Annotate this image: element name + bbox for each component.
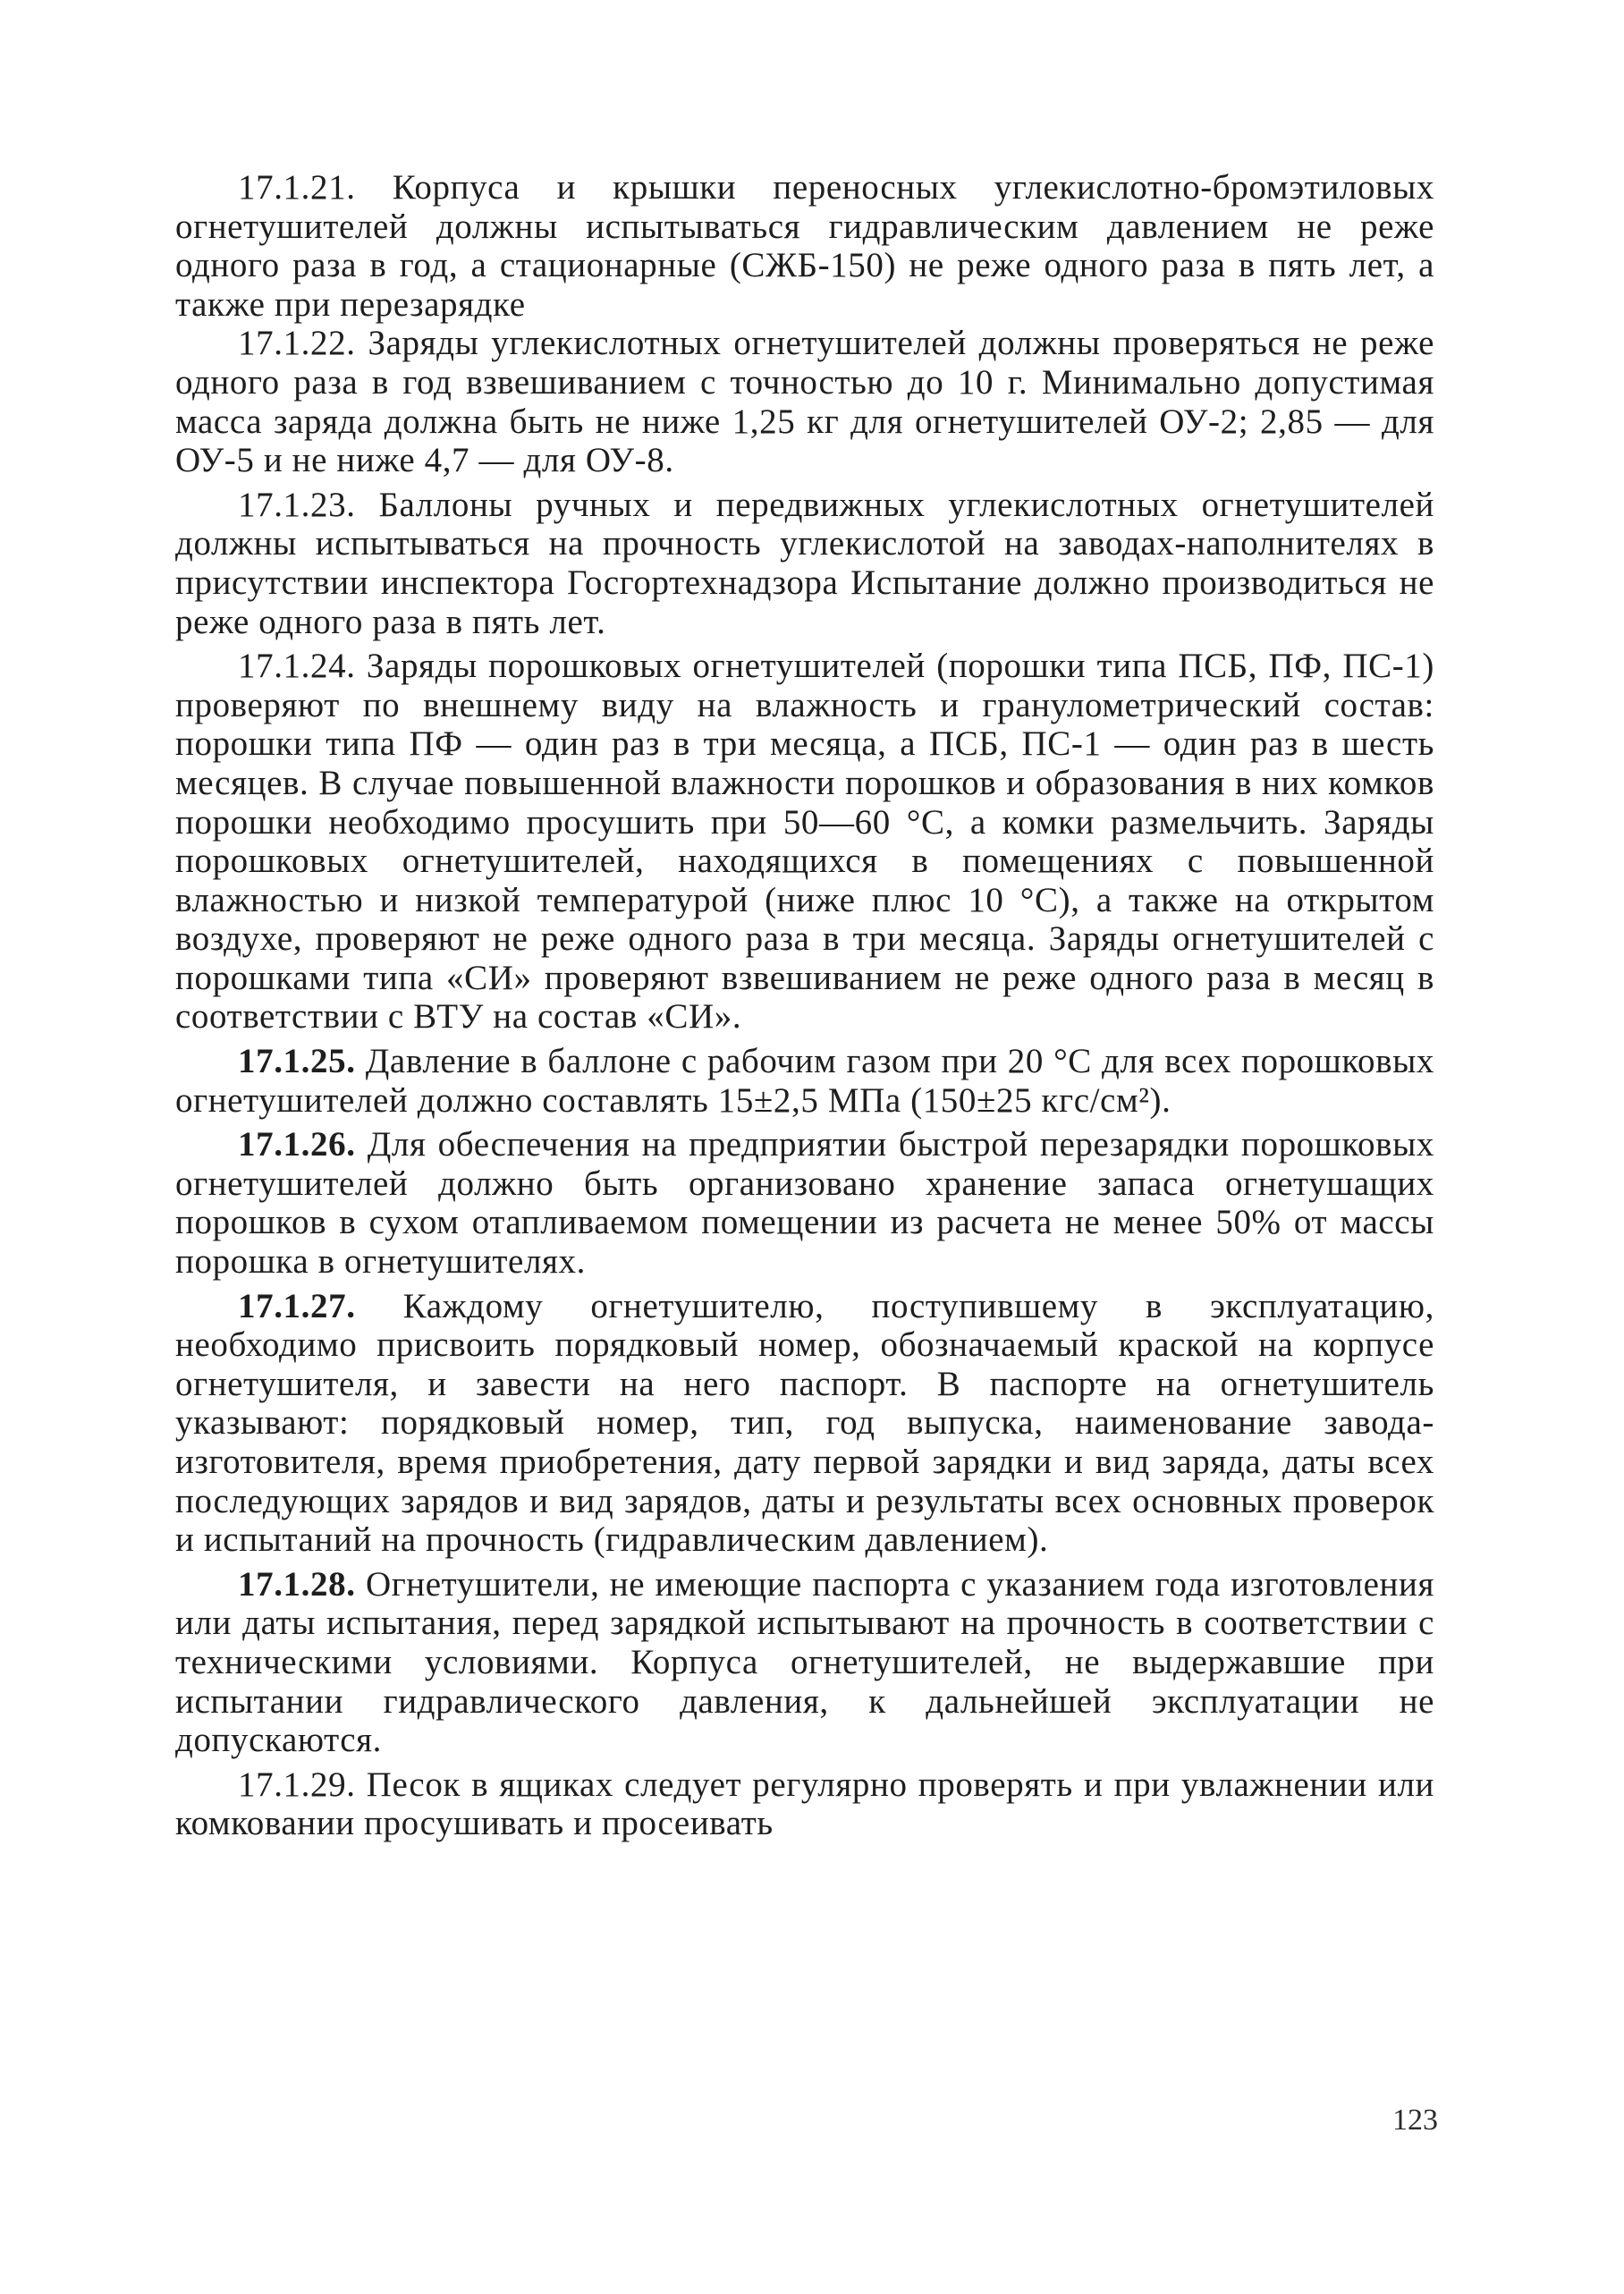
paragraph-17-1-26 [175,1125,1434,1281]
paragraph-17-1-22 [175,324,1434,479]
clause-text: Для обеспечения на предприятии быстрой перезарядки порошковых огнетушителей должно быть организовано хранение запаса огнетушащих порошков в сухом отапливаемом помещении из расчета не менее 50% от массы порошка в огнетушителях. [175,1125,1434,1282]
clause-number: 17.1.28. [238,1564,356,1604]
clause-text: Баллоны ручных и передвижных углекислотных огнетушителей должны испытываться на прочность углекислотой на заводах-наполнителях в присутствии инспектора Госгортехнадзора Испытание должно производиться не реже одного раза в пять лет. [175,485,1434,641]
paragraph-17-1-28 [175,1565,1434,1760]
clause-text: Песок в ящиках следует регулярно проверять и при увлажнении или комковании просушивать и просеивать [175,1765,1434,1843]
clause-text: Заряды углекислотных огнетушителей должны проверяться не реже одного раза в год взвешиванием с точностью до 10 г. Минимально допустимая масса заряда должна быть не ниже 1,25 кг для огнетушителей ОУ-2; 2,85 — для ОУ-5 и не ниже 4,7 — для ОУ-8. [175,324,1434,480]
body-text [175,168,1434,1843]
clause-number: 17.1.22. [238,324,356,363]
paragraph-17-1-24 [175,647,1434,1037]
clause-text: Огнетушители, не имеющие паспорта с указанием года изготовления или даты испытания, перед зарядкой испытывают на прочность в соответствии с техническими условиями. Корпуса огнетушителей, не выдержавшие при испытании гидравлического давления, к дальнейшей эксплуатации не допускаются. [175,1564,1434,1760]
paragraph-17-1-25 [175,1042,1434,1120]
clause-number: 17.1.27. [238,1286,356,1325]
clause-text: Каждому огнетушителю, поступившему в эксплуатацию, необходимо присвоить порядковый номер, обозначаемый краской на корпусе огнетушителя, и завести на него паспорт. В паспорте на огнетушитель указывают: порядковый номер, тип, год выпуска, наименование завода-изготовителя, время приобретения, дату первой зарядки и вид заряда, даты всех последующих зарядов и вид зарядов, даты и результаты всех основных проверок и испытаний на прочность (гидравлическим давлением). [175,1286,1434,1560]
clause-number: 17.1.21. [238,168,356,207]
page-number: 123 [1392,2104,1438,2137]
paragraph-17-1-27 [175,1287,1434,1560]
paragraph-17-1-29 [175,1765,1434,1843]
paragraph-17-1-21 [175,168,1434,324]
paragraph-17-1-23 [175,486,1434,641]
clause-text: Корпуса и крышки переносных углекислотно-бромэтиловых огнетушителей должны испытываться гидравлическим давлением не реже одного раза в год, а стационарные (СЖБ-150) не реже одного раза в пять лет, а также при перезарядке [175,168,1434,324]
clause-number: 17.1.29. [238,1765,356,1804]
clause-text: Заряды порошковых огнетушителей (порошки типа ПСБ, ПФ, ПС-1) проверяют по внешнему виду на влажность и гранулометрический состав: порошки типа ПФ — один раз в три месяца, а ПСБ, ПС-1 — один раз в шесть месяцев. В случае повышенной влажности порошков и образования в них комков порошки необходимо просушить при 50—60 °С, а комки размельчить. Заряды порошковых огнетушителей, находящихся в помещениях с повышенной влажностью и низкой температурой (ниже плюс 10 °С), а также на открытом воздухе, проверяют не реже одного раза в три месяца. Заряды огнетушителей с порошками типа «СИ» проверяют взвешиванием не реже одного раза в месяц в соответствии с ВТУ на состав «СИ». [175,647,1434,1037]
clause-number: 17.1.26. [238,1125,356,1164]
clause-number: 17.1.23. [238,485,356,524]
clause-text: Давление в баллоне с рабочим газом при 20 °С для всех порошковых огнетушителей должно составлять 15±2,5 МПа (150±25 кгс/см²). [175,1042,1434,1120]
clause-number: 17.1.24. [238,647,356,686]
clause-number: 17.1.25. [238,1042,356,1081]
